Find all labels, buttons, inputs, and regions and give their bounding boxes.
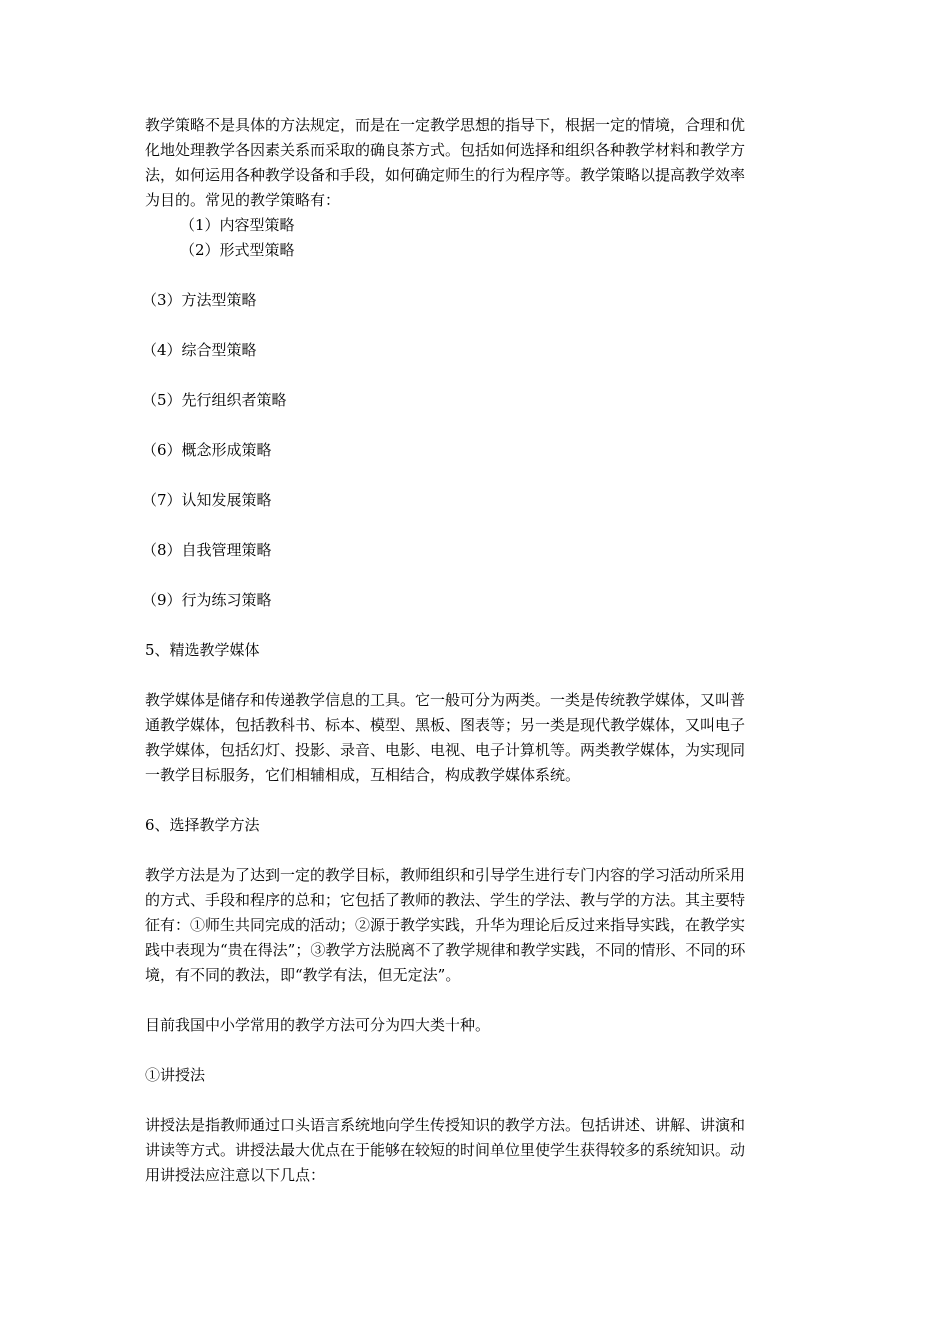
paragraph-line: 教学方法是为了达到一定的教学目标，教师组织和引导学生进行专门内容的学习活动所采用 <box>145 866 746 884</box>
strategy-item: （3）方法型策略 <box>142 291 257 309</box>
paragraph-line: 通教学媒体，包括教科书、标本、模型、黑板、图表等；另一类是现代教学媒体，又叫电子 <box>145 716 746 734</box>
strategy-item: （6）概念形成策略 <box>142 441 272 459</box>
strategy-item: （7）认知发展策略 <box>142 491 272 509</box>
section-heading: 6、选择教学方法 <box>145 816 260 834</box>
paragraph-line: 一教学目标服务，它们相辅相成，互相结合，构成教学媒体系统。 <box>145 766 581 784</box>
strategy-item: （2）形式型策略 <box>180 241 295 259</box>
summary-line: 目前我国中小学常用的教学方法可分为四大类十种。 <box>145 1016 491 1034</box>
strategy-item: （1）内容型策略 <box>180 216 295 234</box>
intro-line: 法，如何运用各种教学设备和手段，如何确定师生的行为程序等。教学策略以提高教学效率 <box>145 166 746 184</box>
paragraph-line: 教学媒体是储存和传递教学信息的工具。它一般可分为两类。一类是传统教学媒体，又叫普 <box>145 691 746 709</box>
paragraph-line: 讲授法是指教师通过口头语言系统地向学生传授知识的教学方法。包括讲述、讲解、讲演和 <box>145 1116 746 1134</box>
strategy-item: （5）先行组织者策略 <box>142 391 287 409</box>
intro-line: 教学策略不是具体的方法规定，而是在一定教学思想的指导下，根据一定的情境，合理和优 <box>145 116 746 134</box>
strategy-item: （8）自我管理策略 <box>142 541 272 559</box>
paragraph-line: 用讲授法应注意以下几点： <box>145 1166 326 1184</box>
paragraph-line: 教学媒体，包括幻灯、投影、录音、电影、电视、电子计算机等。两类教学媒体，为实现同 <box>145 741 746 759</box>
paragraph-line: 境，有不同的教法，即“教学有法，但无定法”。 <box>145 966 461 984</box>
paragraph-line: 践中表现为“贵在得法”；③教学方法脱离不了教学规律和教学实践，不同的情形、不同的环 <box>145 941 746 959</box>
paragraph-line: 征有：①师生共同完成的活动；②源于教学实践，升华为理论后反过来指导实践，在教学实 <box>145 916 746 934</box>
paragraph-line: 的方式、手段和程序的总和；它包括了教师的教法、学生的学法、教与学的方法。其主要特 <box>145 891 746 909</box>
paragraph-line: 讲读等方式。讲授法最大优点在于能够在较短的时间单位里使学生获得较多的系统知识。动 <box>145 1141 746 1159</box>
intro-line: 为目的。常见的教学策略有： <box>145 191 341 209</box>
strategy-item: （9）行为练习策略 <box>142 591 272 609</box>
strategy-item: （4）综合型策略 <box>142 341 257 359</box>
intro-line: 化地处理教学各因素关系而采取的确良茶方式。包括如何选择和组织各种教学材料和教学方 <box>145 141 746 159</box>
subsection-heading: ①讲授法 <box>145 1066 206 1084</box>
section-heading: 5、精选教学媒体 <box>145 641 260 659</box>
